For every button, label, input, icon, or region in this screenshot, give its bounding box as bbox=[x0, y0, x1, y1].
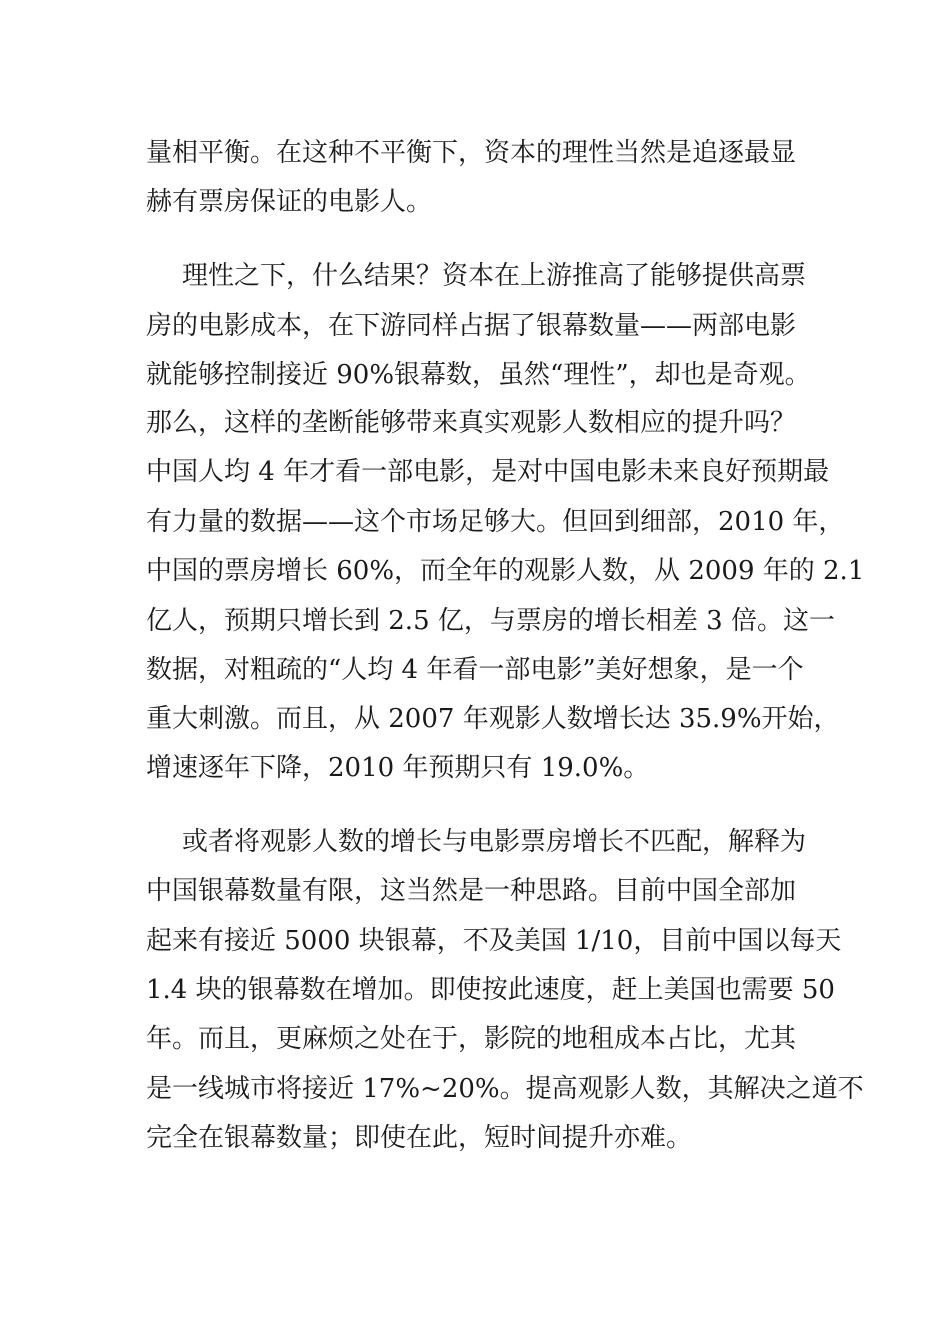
paragraph-2-line-7: 中国的票房增长 60%，而全年的观影人数，从 2009 年的 2.1 bbox=[146, 556, 865, 586]
paragraph-2-line-4: 那么，这样的垄断能够带来真实观影人数相应的提升吗？ bbox=[146, 408, 797, 438]
paragraph-1-line-1: 量相平衡。在这种不平衡下，资本的理性当然是追逐最显 bbox=[146, 138, 797, 168]
paragraph-2-line-2: 房的电影成本，在下游同样占据了银幕数量——两部电影 bbox=[146, 311, 797, 341]
paragraph-2-line-3: 就能够控制接近 90%银幕数，虽然“理性”，却也是奇观。 bbox=[146, 360, 811, 390]
paragraph-1-line-2: 赫有票房保证的电影人。 bbox=[146, 187, 433, 217]
paragraph-2-line-1: 理性之下，什么结果？资本在上游推高了能够提供高票 bbox=[182, 261, 807, 291]
paragraph-2-line-11: 增速逐年下降，2010 年预期只有 19.0%。 bbox=[146, 753, 650, 783]
paragraph-2-line-8: 亿人，预期只增长到 2.5 亿，与票房的增长相差 3 倍。这一 bbox=[146, 606, 835, 636]
paragraph-3-line-2: 中国银幕数量有限，这当然是一种思路。目前中国全部加 bbox=[146, 876, 797, 906]
paragraph-3-line-4: 1.4 块的银幕数在增加。即使按此速度，赶上美国也需要 50 bbox=[146, 975, 835, 1005]
paragraph-3-line-5: 年。而且，更麻烦之处在于，影院的地租成本占比，尤其 bbox=[146, 1024, 797, 1054]
paragraph-3-line-3: 起来有接近 5000 块银幕，不及美国 1/10，目前中国以每天 bbox=[146, 926, 842, 956]
paragraph-2-line-10: 重大刺激。而且，从 2007 年观影人数增长达 35.9%开始， bbox=[146, 704, 840, 734]
paragraph-2-line-5: 中国人均 4 年才看一部电影，是对中国电影未来良好预期最 bbox=[146, 457, 830, 487]
paragraph-3-line-6: 是一线城市将接近 17%~20%。提高观影人数，其解决之道不 bbox=[146, 1074, 864, 1104]
paragraph-3-line-7: 完全在银幕数量；即使在此，短时间提升亦难。 bbox=[146, 1123, 693, 1153]
paragraph-2-line-6: 有力量的数据——这个市场足够大。但回到细部，2010 年， bbox=[146, 507, 845, 537]
paragraph-2-line-9: 数据，对粗疏的“人均 4 年看一部电影”美好想象，是一个 bbox=[146, 655, 804, 685]
paragraph-3-line-1: 或者将观影人数的增长与电影票房增长不匹配，解释为 bbox=[182, 827, 807, 857]
